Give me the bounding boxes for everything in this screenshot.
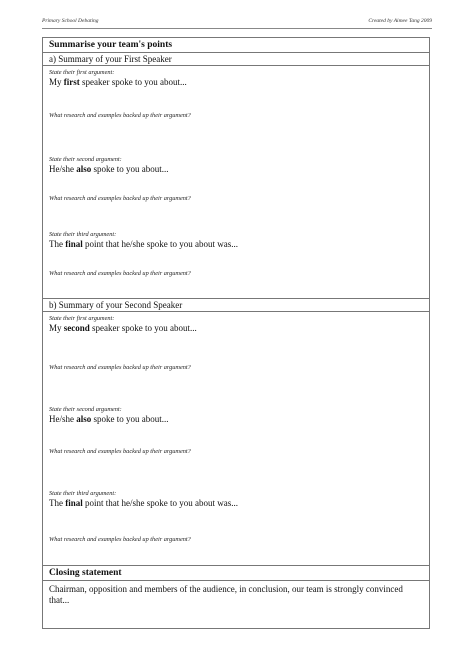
research-prompt: What research and examples backed up their argument?	[49, 536, 191, 543]
arg-prompt: State their third argument:	[49, 231, 117, 238]
first-speaker-section	[43, 66, 429, 299]
arg-prompt: State their first argument:	[49, 315, 115, 322]
research-prompt: What research and examples backed up their argument?	[49, 270, 191, 277]
second-speaker-arg1	[49, 315, 423, 334]
closing-text[interactable]: Chairman, opposition and members of the audience, in conclusion, our team is strongly convinced that...	[49, 584, 403, 605]
sentence-starter[interactable]: My second speaker spoke to you about...	[49, 323, 197, 333]
research-prompt: What research and examples backed up their argument?	[49, 448, 191, 455]
second-speaker-heading: b) Summary of your Second Speaker	[43, 299, 429, 312]
research-prompt: What research and examples backed up their argument?	[49, 195, 191, 202]
arg-prompt: State their third argument:	[49, 490, 117, 497]
sentence-starter[interactable]: He/she also spoke to you about...	[49, 414, 169, 424]
first-speaker-arg3	[49, 231, 423, 250]
sentence-starter[interactable]: The final point that he/she spoke to you about was...	[49, 239, 238, 249]
sentence-starter[interactable]: He/she also spoke to you about...	[49, 164, 169, 174]
header-divider	[42, 28, 432, 29]
worksheet-table	[42, 37, 430, 629]
first-speaker-arg1	[49, 69, 423, 88]
summary-title: Summarise your team's points	[43, 38, 429, 53]
closing-title: Closing statement	[43, 566, 429, 581]
first-speaker-heading: a) Summary of your First Speaker	[43, 53, 429, 66]
header-right-text: Created by Aimee Tang 2009	[368, 18, 432, 24]
sentence-starter[interactable]: The final point that he/she spoke to you about was...	[49, 498, 238, 508]
sentence-starter[interactable]: My first speaker spoke to you about...	[49, 77, 187, 87]
arg-prompt: State their second argument:	[49, 156, 122, 163]
second-speaker-arg2	[49, 406, 423, 425]
second-speaker-section	[43, 312, 429, 566]
arg-prompt: State their second argument:	[49, 406, 122, 413]
arg-prompt: State their first argument:	[49, 69, 115, 76]
first-speaker-arg2	[49, 156, 423, 175]
research-prompt: What research and examples backed up their argument?	[49, 364, 191, 371]
second-speaker-arg3	[49, 490, 423, 509]
research-prompt: What research and examples backed up their argument?	[49, 112, 191, 119]
closing-section	[43, 581, 429, 628]
header-left-text: Primary School Debating	[42, 18, 99, 24]
